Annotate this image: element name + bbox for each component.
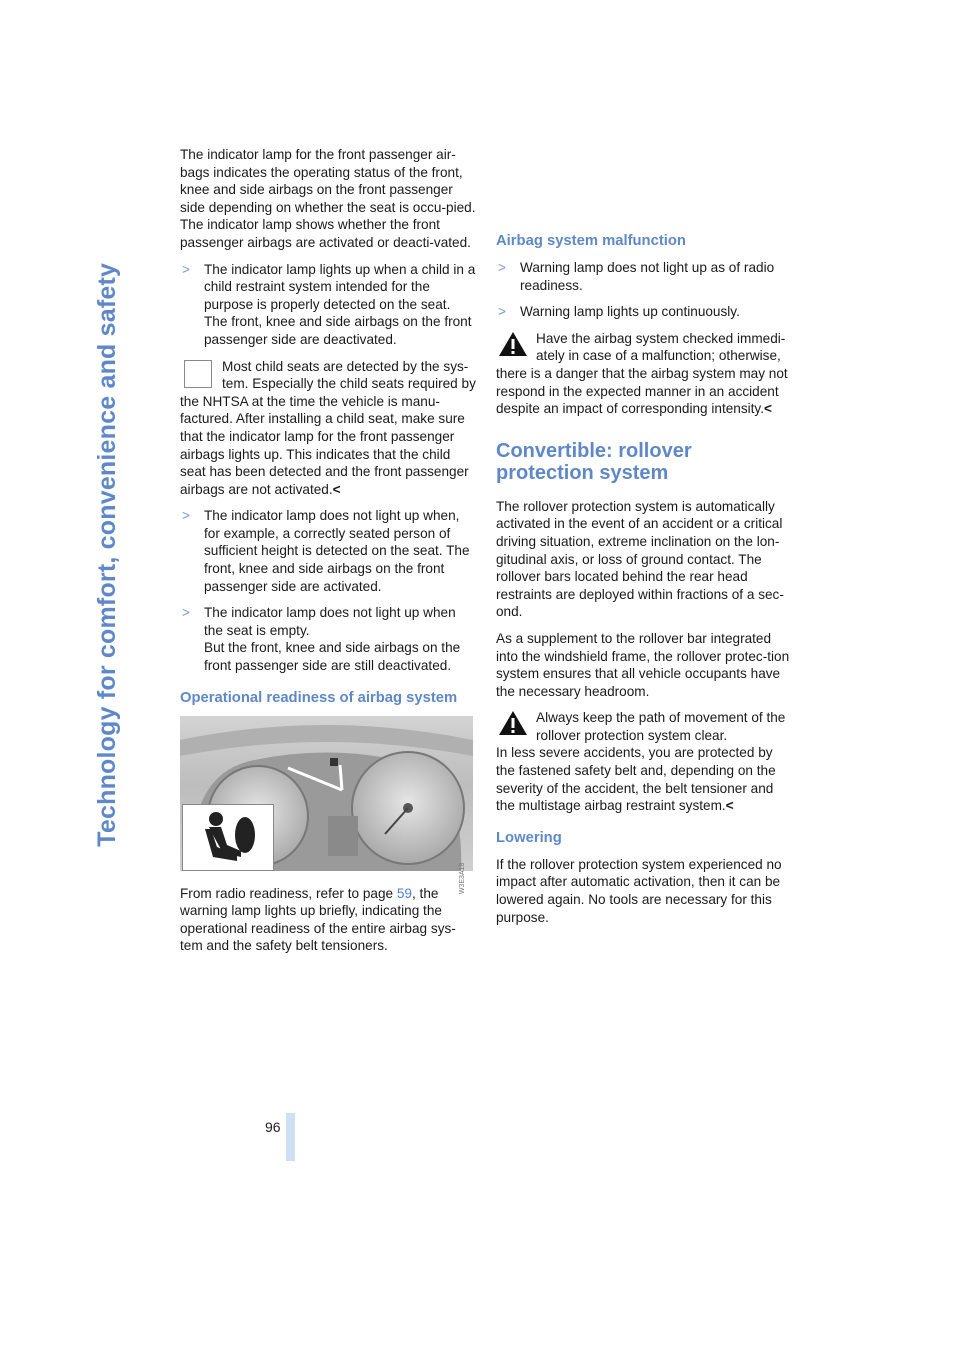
warning-triangle-icon [498,709,528,737]
heading-operational-readiness: Operational readiness of airbag system [180,689,458,706]
list-item [496,303,792,321]
heading-airbag-malfunction: Airbag system malfunction [496,233,686,249]
note-block [180,358,476,499]
chapter-title-text: Technology for comfort, convenience and safety [93,263,122,847]
readiness-paragraph [180,885,476,955]
warning-block [496,709,792,815]
end-mark: < [764,401,772,417]
bullet-marker: > [182,261,190,277]
bullet-text: The indicator lamp lights up when a child in a child restraint system intended for the purpose is properly detected on the seat. The front, knee and side airbags on the front passenger side are deactivated. [204,261,476,347]
page-number: 96 [265,1119,281,1135]
warning-triangle-icon [498,330,528,358]
right-column [496,232,792,935]
bullet-text: The indicator lamp does not light up when the seat is empty. [204,605,456,638]
heading-line: Convertible: rollover [496,439,692,462]
list-item [496,259,792,294]
list-item [180,604,476,674]
note-text: Most child seats are detected by the sys-tem. Especially the child seats required by the NHTSA at the time the vehicle is manu-factured. After installing a child seat, make sure that the indicator lamp for the front passenger airbags lights up. This indicates that the child seat has been detected and the front passenger airbags are not activated. [180,358,476,497]
page-reference-link[interactable]: 59 [396,885,412,901]
end-mark: < [332,481,341,497]
lowering-paragraph: If the rollover protection system experienced no impact after automatic activation, then it can be lowered again. No tools are necessary for this purpose. [496,856,782,925]
rollover-paragraph: The rollover protection system is automatically activated in the event of an accident or a critical driving situation, extreme inclination on the lon-gitudinal axis, or loss of ground contact. The rollover bars located behind the rear head restraints are deployed within fractions of a sec-ond. [496,498,784,620]
end-mark: < [725,798,734,814]
bullet-marker: > [182,605,190,621]
bullet-text: The indicator lamp does not light up when, for example, a correctly seated person of sufficient height is detected on the seat. The front, knee and side airbags on the front passenger side are activated. [204,508,470,594]
heading-lowering: Lowering [496,829,562,846]
warning-block [496,330,792,418]
intro-paragraph: The indicator lamp for the front passenger air-bags indicates the operating status of the front, knee and side airbags on the front passenger side depending on whether the seat is occu-pied. The indicator lamp shows whether the front passenger airbags are activated or deacti-vated. [180,147,476,250]
left-column [180,146,476,964]
page-number-bar [286,1113,295,1161]
heading-rollover-protection [496,440,792,484]
bullet-marker: > [498,260,506,275]
readiness-text-post: , the warning lamp lights up briefly, indicating the operational readiness of the entire airbag sys-tem and the safety belt tensioners. [180,885,456,954]
heading-line: protection system [496,461,669,484]
warning-text: In less severe accidents, you are protected by the fastened safety belt and, depending on the severity of the accident, the belt tensioner and the multistage airbag restraint system. [496,745,776,814]
warning-text: Always keep the path of movement of the rollover protection system clear. [536,710,786,743]
list-item [180,507,476,595]
warning-text: Have the airbag system checked immedi-ately in case of a malfunction; otherwise, there is a danger that the airbag system may not respond in the expected manner in an accident despite an impact of corresponding intensity. [496,330,788,417]
bullet-marker: > [182,508,190,524]
bullet-marker: > [498,304,506,320]
list-item [180,261,476,349]
chapter-side-title [58,145,158,965]
bullet-text: Warning lamp does not light up as of radio readiness. [520,260,775,293]
note-icon [184,360,212,388]
rollover-paragraph: As a supplement to the rollover bar integrated into the windshield frame, the rollover protec-tion system ensures that all vehicle occupants have the necessary headroom. [496,630,790,699]
figure-code: W3E3A18 [459,862,467,895]
bullet-text: Warning lamp lights up continuously. [520,304,740,320]
bullet-text: But the front, knee and side airbags on the front passenger side are still deactivated. [204,640,461,674]
airbag-warning-symbol-icon [182,804,274,871]
readiness-text-pre: From radio readiness, refer to page [180,885,397,901]
